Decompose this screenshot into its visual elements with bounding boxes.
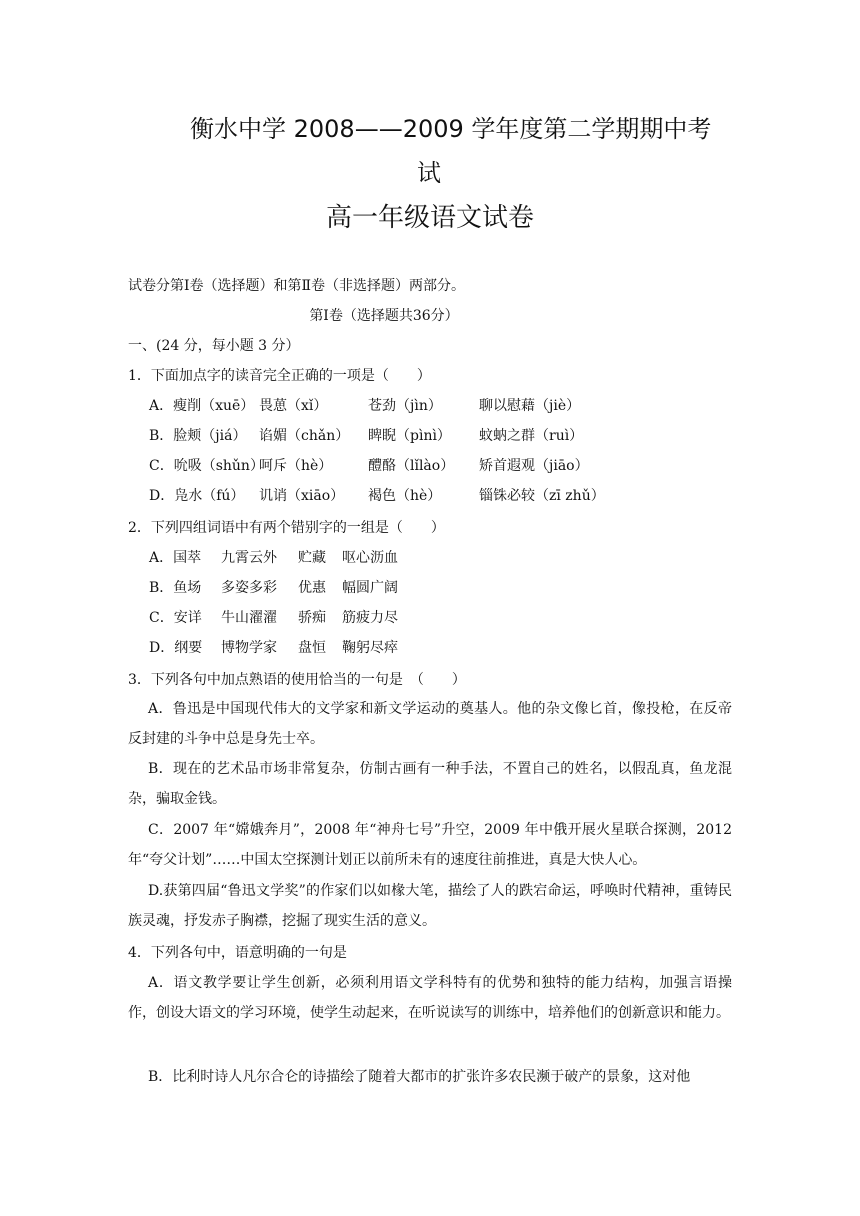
- exam-title-line1-cont: 试: [417, 159, 441, 187]
- q2-d-2: 博物学家: [221, 640, 277, 656]
- q2-option-a: [149, 548, 398, 568]
- q1-b-2: 谄媚（chǎn）: [259, 428, 350, 444]
- q2-b-4: 幅圆广阔: [342, 580, 398, 596]
- part1-heading: 第Ⅰ卷（选择题共36分）: [309, 308, 459, 324]
- q2-c-2: 牛山濯濯: [221, 610, 277, 626]
- q1-b-3: 睥睨（pìnì）: [368, 428, 451, 444]
- q2-d-4: 鞠躬尽瘁: [342, 640, 398, 656]
- q2-d-1: D．纲要: [149, 640, 203, 656]
- q1-c-1: C．吮吸（shǔn）: [149, 458, 264, 474]
- q1-option-b: [149, 426, 583, 446]
- q2-c-1: C．安详: [149, 610, 202, 626]
- q2-b-1: B．鱼场: [149, 580, 202, 596]
- q1-a-1: A．瘦削（xuē）: [149, 398, 255, 414]
- q2-b-2: 多姿多彩: [221, 580, 277, 596]
- q4-stem: 4．下列各句中，语意明确的一句是: [128, 945, 347, 961]
- q4-option-a: A．语文教学要让学生创新，必须利用语文学科特有的优势和独特的能力结构，加强言语操作，创设大语文的学习环境，使学生动起来，在听说读写的训练中，培养他们的创新意识和能力。: [128, 975, 732, 1021]
- q1-d-4: 锱铢必较（zī zhǔ）: [479, 488, 605, 504]
- q3-option-a: A．鲁迅是中国现代伟大的文学家和新文学运动的奠基人。他的杂文像匕首，像投枪，在反帝反封建的斗争中总是身先士卒。: [128, 701, 732, 747]
- q2-a-2: 九霄云外: [221, 550, 277, 566]
- exam-title-line1: 衡水中学 2008——2009 学年度第二学期期中考: [190, 115, 712, 143]
- q1-option-c: [149, 456, 589, 476]
- q1-a-3: 苍劲（jìn）: [368, 398, 442, 414]
- exam-subtitle: 高一年级语文试卷: [325, 203, 534, 233]
- q1-b-4: 蚊蚋之群（ruì）: [479, 428, 584, 444]
- q2-a-1: A．国萃: [149, 550, 202, 566]
- section1-heading: 一、(24 分，每小题 3 分）: [128, 338, 300, 354]
- q3-option-d: D.获第四届“鲁迅文学奖”的作家们以如椽大笔，描绘了人的跌宕命运，呼唤时代精神，重铸民族灵魂，抒发赤子胸襟，挖掘了现实生活的意义。: [128, 883, 732, 929]
- q4-option-b: B．比利时诗人凡尔合仑的诗描绘了随着大都市的扩张许多农民濒于破产的景象，这对他: [148, 1069, 691, 1085]
- q1-a-4: 聊以慰藉（jiè）: [479, 398, 581, 414]
- q2-option-c: [149, 608, 398, 628]
- q1-stem: 1．下面加点字的读音完全正确的一项是（ ）: [128, 368, 431, 384]
- q1-d-2: 讥诮（xiāo）: [259, 488, 345, 504]
- q1-b-1: B．脸颊（jiá）: [149, 428, 247, 444]
- q2-option-d: [149, 638, 398, 658]
- q3-stem: 3．下列各句中加点熟语的使用恰当的一句是 （ ）: [128, 672, 466, 688]
- q1-c-3: 醴酪（lǐlào）: [368, 458, 455, 474]
- q1-d-1: D．凫水（fú）: [149, 488, 245, 504]
- q2-a-4: 呕心沥血: [342, 550, 398, 566]
- q2-stem: 2．下列四组词语中有两个错别字的一组是（ ）: [128, 520, 445, 536]
- intro-text: 试卷分第Ⅰ卷（选择题）和第Ⅱ卷（非选择题）两部分。: [128, 278, 466, 294]
- q2-c-3: 骄痴: [298, 610, 326, 626]
- q1-option-d: [149, 486, 605, 506]
- q1-c-4: 矫首遐观（jiāo）: [479, 458, 589, 474]
- q1-c-2: 呵斥（hè）: [259, 458, 333, 474]
- q2-c-4: 筋疲力尽: [342, 610, 398, 626]
- q1-a-2: 畏葸（xǐ）: [259, 398, 328, 414]
- q1-option-a: [149, 396, 580, 416]
- q2-a-3: 贮藏: [298, 550, 326, 566]
- q2-d-3: 盘恒: [298, 640, 326, 656]
- q2-option-b: [149, 578, 398, 598]
- q2-b-3: 优惠: [298, 580, 326, 596]
- q3-option-c: C．2007 年“嫦娥奔月”，2008 年“神舟七号”升空，2009 年中俄开展火星联合探测，2012 年“夸父计划”……中国太空探测计划正以前所未有的速度往前推进，真是大快人心。: [128, 822, 732, 868]
- q1-d-3: 褐色（hè）: [368, 488, 442, 504]
- q3-option-b: B．现在的艺术品市场非常复杂，仿制古画有一种手法，不置自己的姓名，以假乱真，鱼龙混杂，骗取金钱。: [128, 761, 732, 807]
